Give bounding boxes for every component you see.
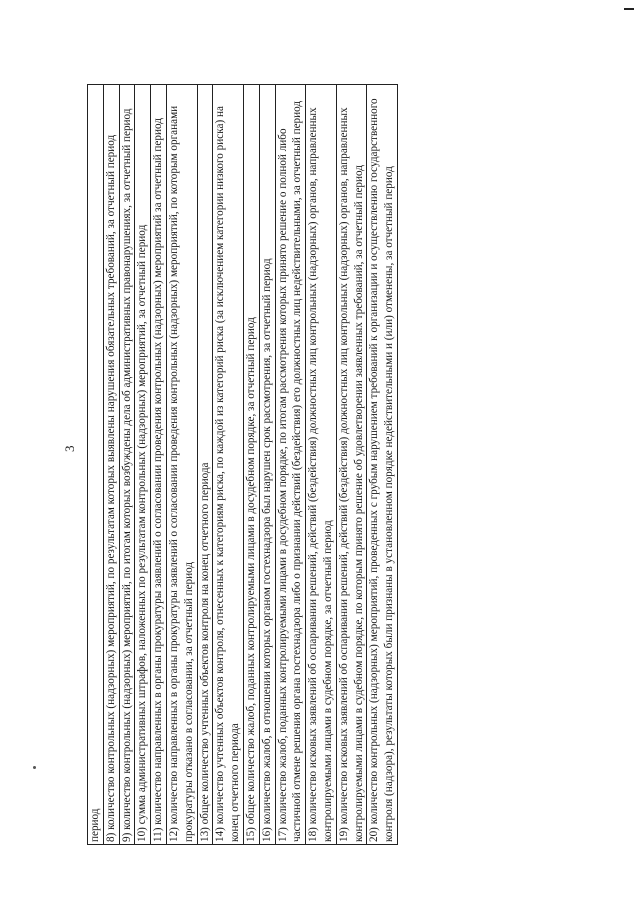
table-row <box>166 85 197 845</box>
indicator-cell: 10) сумма административных штрафов, наложенных по результатам контрольных (надзорных) мероприятий, за отчетный период <box>135 85 151 845</box>
table-row <box>135 85 151 845</box>
indicator-cell: 18) количество исковых заявлений об оспаривании решений, действий (бездействия) должностных лиц контрольных (надзорных) органов, направленных контролируемыми лицами в судебном порядке, за отчетный период <box>306 85 337 845</box>
table-row <box>197 85 213 845</box>
indicator-cell: 11) количество направленных в органы прокуратуры заявлений о согласовании проведения контрольных (надзорных) мероприятий за отчетный период <box>151 85 167 845</box>
indicator-cell: 13) общее количество учтенных объектов контроля на конец отчетного периода <box>197 85 213 845</box>
indicator-cell: 16) количество жалоб, в отношении которых органом гостехнадзора был нарушен срок рассмотрения, за отчетный период <box>259 85 275 845</box>
page-number: 3 <box>62 445 77 452</box>
scan-speck <box>33 766 36 769</box>
indicator-cell: 8) количество контрольных (надзорных) мероприятий, по результатам которых выявлены нарушения обязательных требований, за отчетный период <box>103 85 119 845</box>
table-row <box>119 85 135 845</box>
indicator-cell: 15) общее количество жалоб, поданных контролируемыми лицами в досудебном порядке, за отчетный период <box>243 85 259 845</box>
table-row <box>275 85 306 845</box>
table-row <box>88 85 104 845</box>
table-row <box>243 85 259 845</box>
indicator-cell: 14) количество учтенных объектов контроля, отнесенных к категориям риска, по каждой из категорий риска (за исключением категории низкого риска) на конец отчетного периода <box>213 85 244 845</box>
indicator-cell: 9) количество контрольных (надзорных) мероприятий, по итогам которых возбуждены дела об административных правонарушениях, за отчетный период <box>119 85 135 845</box>
page-edge-mark <box>624 8 634 10</box>
table-row <box>336 85 367 845</box>
indicators-table-container <box>87 85 398 845</box>
indicator-cell: 20) количество контрольных (надзорных) мероприятий, проведенных с грубым нарушением требований к организации и осуществлению государственного контроля (надзора), результаты которых были признаны в установленном порядке недействительными и (или) отменены, за отчетный период <box>367 85 398 845</box>
indicator-cell: период <box>88 85 104 845</box>
table-row <box>151 85 167 845</box>
table-row <box>367 85 398 845</box>
table-row <box>259 85 275 845</box>
table-row <box>213 85 244 845</box>
indicators-table <box>87 84 398 845</box>
indicator-cell: 17) количество жалоб, поданных контролируемыми лицами в досудебном порядке, по итогам рассмотрения которых принято решение о полной либо частичной отмене решения органа гостехнадзора либо о признании действий (бездействия) его должностных лиц недействительными, за отчетный период <box>275 85 306 845</box>
indicator-cell: 19) количество исковых заявлений об оспаривании решений, действий (бездействия) должностных лиц контрольных (надзорных) органов, направленных контролируемыми лицами в судебном порядке, по которым принято решение об удовлетворении заявленных требований, за отчетный период <box>336 85 367 845</box>
table-row <box>306 85 337 845</box>
indicator-cell: 12) количество направленных в органы прокуратуры заявлений о согласовании проведения контрольных (надзорных) мероприятий, по которым органами прокуратуры отказано в согласовании, за отчетный период <box>166 85 197 845</box>
table-row <box>103 85 119 845</box>
